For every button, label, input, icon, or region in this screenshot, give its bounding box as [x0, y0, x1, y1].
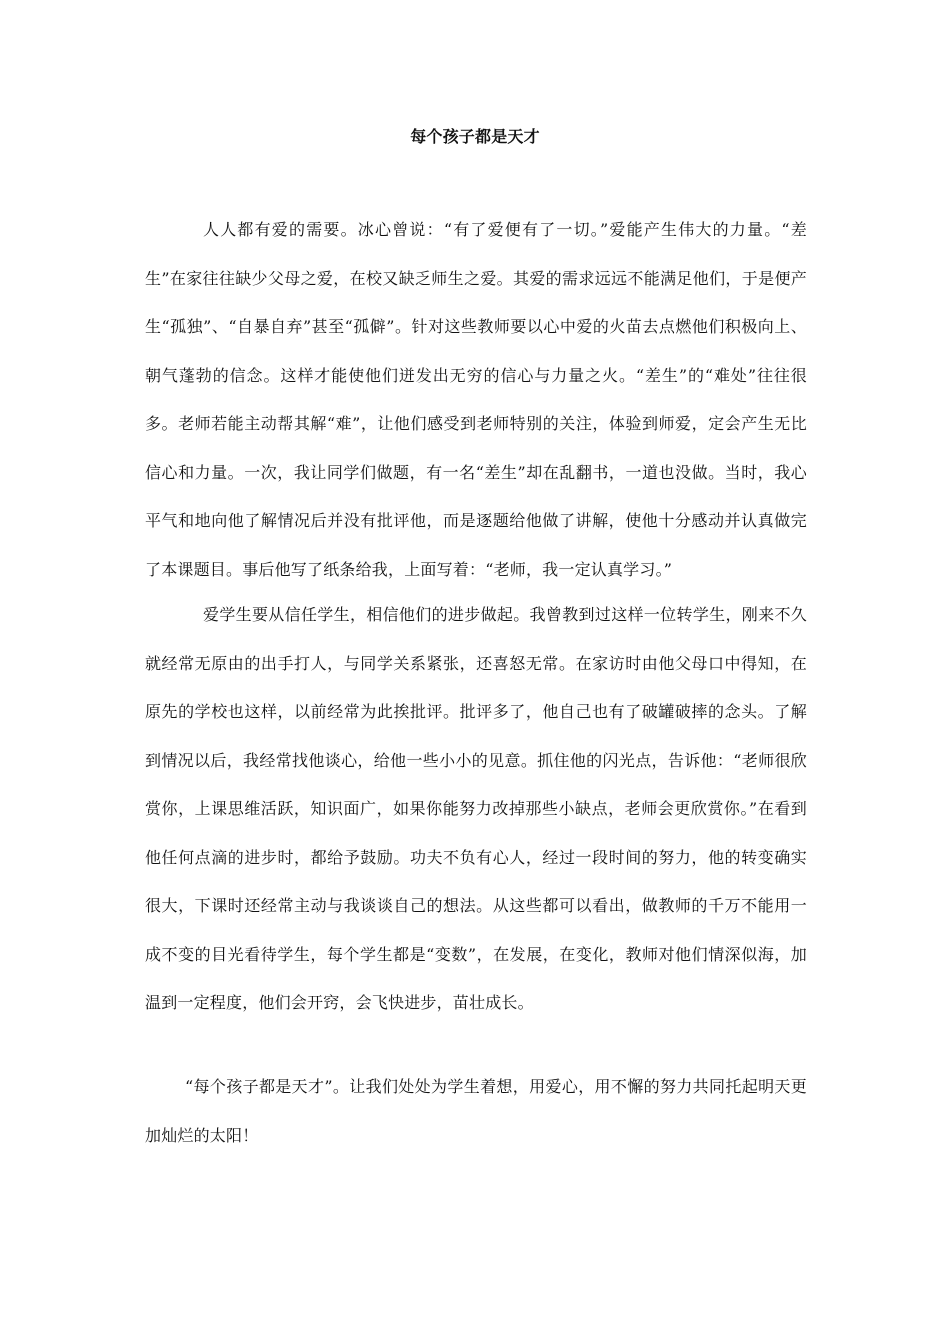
paragraph-1: 人人都有爱的需要。冰心曾说：“有了爱便有了一切。”爱能产生伟大的力量。“差生”在家往往缺少父母之爱，在校又缺乏师生之爱。其爱的需求远远不能满足他们，于是便产生“孤独”、“自暴自弃”甚至“孤僻”。针对这些教师要以心中爱的火苗去点燃他们积极向上、朝气蓬勃的信念。这样才能使他们迸发出无穷的信心与力量之火。“差生”的“难处”往往很多。老师若能主动帮其解“难”，让他们感受到老师特别的关注，体验到师爱，定会产生无比信心和力量。一次，我让同学们做题，有一名“差生”却在乱翻书，一道也没做。当时，我心平气和地向他了解情况后并没有批评他，而是逐题给他做了讲解，使他十分感动并认真做完了本课题目。事后他写了纸条给我，上面写着：“老师，我一定认真学习。”: [145, 220, 807, 579]
paragraph-3: “每个孩子都是天才”。让我们处处为学生着想，用爱心，用不懈的努力共同托起明天更加灿烂的太阳！: [145, 1077, 807, 1145]
document-title: 每个孩子都是天才: [410, 127, 540, 146]
paragraph-2: 爱学生要从信任学生，相信他们的进步做起。我曾教到过这样一位转学生，刚来不久就经常无原由的出手打人，与同学关系紧张，还喜怒无常。在家访时由他父母口中得知，在原先的学校也这样，以前经常为此挨批评。批评多了，他自己也有了破罐破摔的念头。了解到情况以后，我经常找他谈心，给他一些小小的见意。抓住他的闪光点，告诉他：“老师很欣赏你，上课思维活跃，知识面广，如果你能努力改掉那些小缺点，老师会更欣赏你。”在看到他任何点滴的进步时，都给予鼓励。功夫不负有心人，经过一段时间的努力，他的转变确实很大，下课时还经常主动与我谈谈自己的想法。从这些都可以看出，做教师的千万不能用一成不变的目光看待学生，每个学生都是“变数”，在发展，在变化，教师对他们情深似海，加温到一定程度，他们会开窍，会飞快进步，苗壮成长。: [145, 605, 807, 1012]
